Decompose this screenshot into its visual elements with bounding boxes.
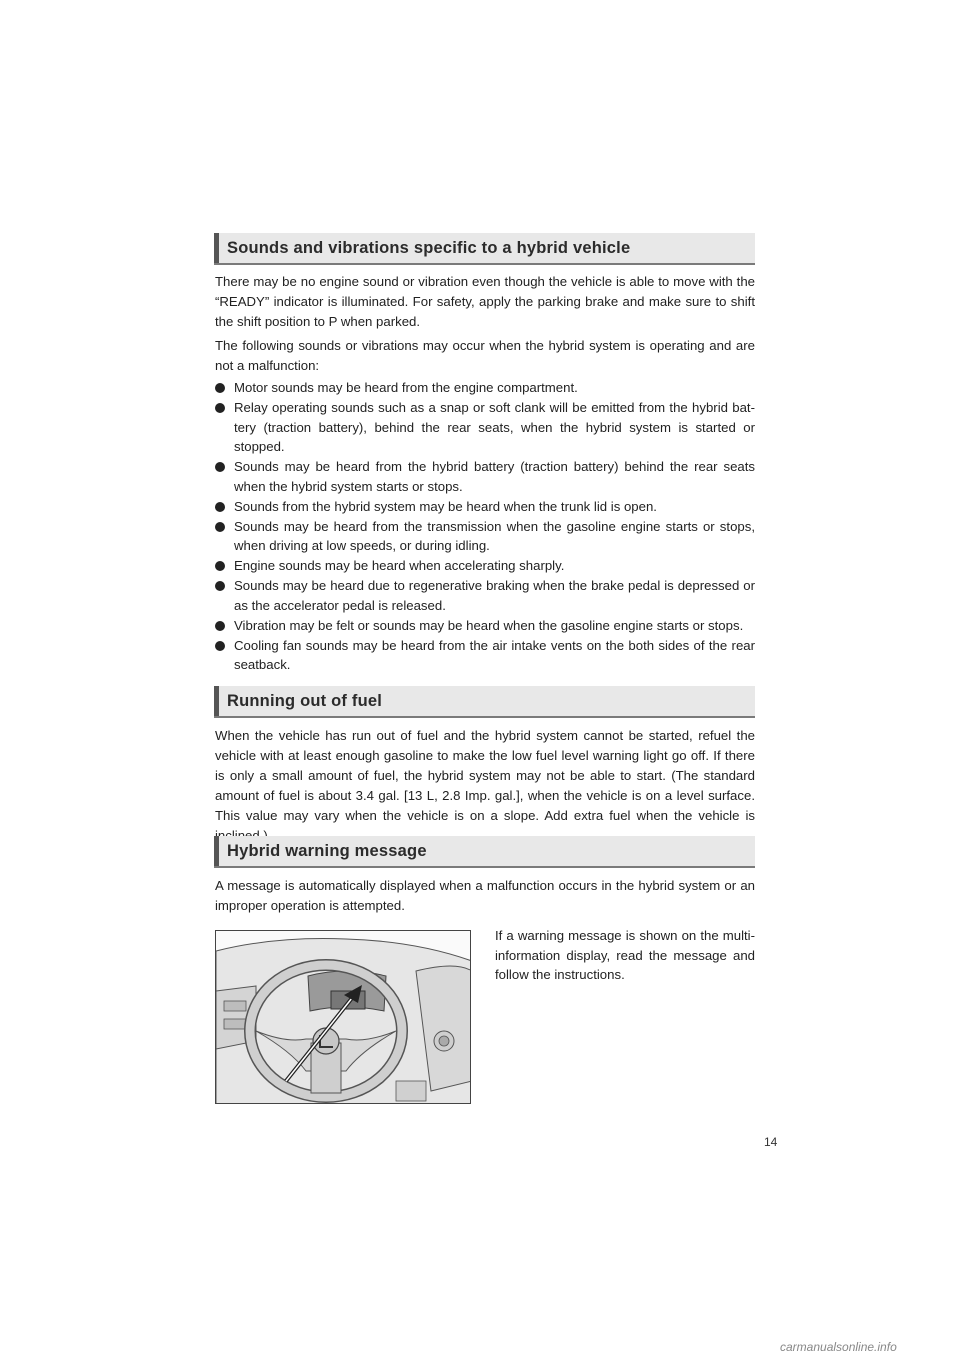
list-item: Sounds may be heard from the transmission when the gasoline engine starts or stops, when driving at low speeds, or during idling. xyxy=(215,517,755,556)
page-number: 14 xyxy=(764,1135,778,1149)
section-title: Running out of fuel xyxy=(227,692,383,710)
bullet-icon xyxy=(215,522,225,532)
dashboard-illustration xyxy=(215,930,471,1104)
section-title: Hybrid warning message xyxy=(227,842,427,860)
section-title: Sounds and vibrations specific to a hybrid vehicle xyxy=(227,239,631,257)
list-item: Vibration may be felt or sounds may be heard when the gasoline engine starts or stops. xyxy=(215,616,755,636)
bullet-icon xyxy=(215,403,225,413)
list-item: Motor sounds may be heard from the engine compartment. xyxy=(215,378,755,398)
list-item: Engine sounds may be heard when accelerating sharply. xyxy=(215,556,755,576)
header-accent-bar xyxy=(214,233,219,263)
paragraph: A message is automatically displayed when a malfunction occurs in the hybrid system or an improper operation is attempted. xyxy=(215,878,755,913)
paragraph: When the vehicle has run out of fuel and the hybrid system cannot be started, refuel the vehicle with at least enough gasoline to make the low fuel level warning light go off. If there is only a small amount of fuel, the hybrid system may not be able to start. (The standard amount of fuel is about 3.4 gal. [13 L, 2.8 Imp. gal.], when the vehicle is on a level surface. This value may vary when the vehicle is on a slope. Add extra fuel when the vehicle is xyxy=(215,728,755,823)
bullet-icon xyxy=(215,462,225,472)
bullet-icon xyxy=(215,621,225,631)
watermark: carmanualsonline.info xyxy=(780,1340,897,1354)
list-item: Cooling fan sounds may be heard from the air intake vents on the both sides of the rear seatback. xyxy=(215,636,755,675)
header-accent-bar xyxy=(214,686,219,716)
steering-wheel-icon xyxy=(216,931,471,1104)
paragraph: There may be no engine sound or vibration even though the vehicle is able to move with the “READY” indicator is illuminated. For safety, apply the parking brake and make sure to shift the shift position to P when parked. xyxy=(215,274,755,329)
bullet-icon xyxy=(215,641,225,651)
bullet-icon xyxy=(215,561,225,571)
bullet-icon xyxy=(215,502,225,512)
list-item: Relay operating sounds such as a snap or soft clank will be emitted from the hybrid battery (traction battery), behind the rear seats, when the hybrid system is started or stopped. xyxy=(215,398,755,457)
section-header-fuel xyxy=(214,686,755,718)
section-header-sounds xyxy=(214,233,755,265)
paragraph: The following sounds or vibrations may occur when the hybrid system is operating and are not a malfunction: xyxy=(215,338,755,373)
list-item: Sounds may be heard due to regenerative braking when the brake pedal is depressed or as the accelerator pedal is released. xyxy=(215,576,755,615)
bullet-list xyxy=(215,378,755,675)
list-item: Sounds from the hybrid system may be heard when the trunk lid is open. xyxy=(215,497,755,517)
header-accent-bar xyxy=(214,836,219,866)
bullet-icon xyxy=(215,383,225,393)
list-item: Sounds may be heard from the hybrid battery (traction battery) behind the rear seats when the hybrid system starts or stops. xyxy=(215,457,755,496)
section-header-warning xyxy=(214,836,755,868)
bullet-icon xyxy=(215,581,225,591)
paragraph: If a warning message is shown on the multi-information display, read the message and follow the instructions. xyxy=(495,928,755,982)
